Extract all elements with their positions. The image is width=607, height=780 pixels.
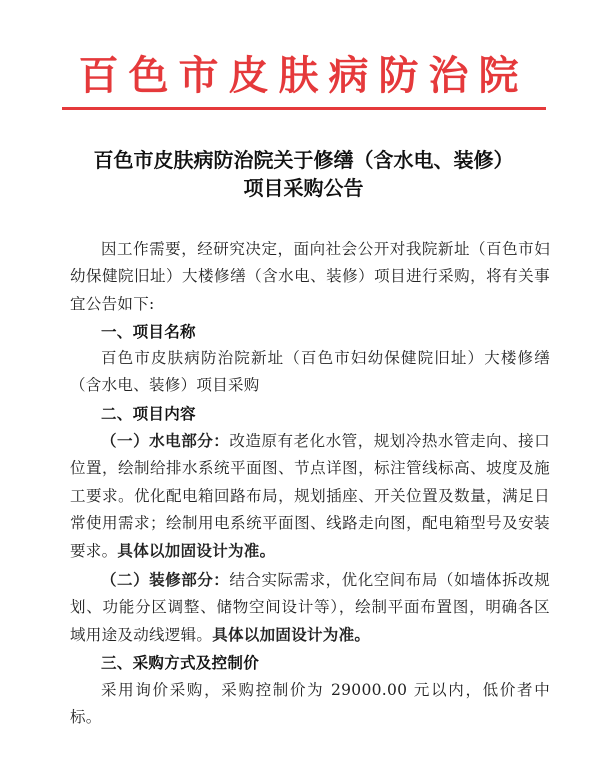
- part1-label: （一）水电部分：: [101, 431, 230, 451]
- letterhead-red-rule: [62, 107, 546, 110]
- part2-text: 结合实际需求，优化空间布局（如墙体拆改规划、功能分区调整、储物空间设计等），绘制平面布置图，明确各区域用途及动线逻辑。: [70, 570, 550, 645]
- document-title-line1: 百色市皮肤病防治院关于修缮（含水电、装修）: [93, 148, 514, 172]
- section3-heading: 三、采购方式及控制价: [101, 653, 260, 673]
- document-title-line2: 项目采购公告: [243, 176, 364, 200]
- section2-part1-paragraph: [70, 427, 550, 565]
- part1-text: 改造原有老化水管，规划冷热水管走向、接口位置，绘制给排水系统平面图、节点详图，标注管线标高、坡度及施工要求。优化配电箱回路布局，规划插座、开关位置及数量，满足日常使用需求；绘制用电系统平面图、线路走向图，配电箱型号及安装要求。: [70, 432, 550, 561]
- section2-part2-paragraph: [70, 566, 550, 650]
- section1-text: 百色市皮肤病防治院新址（百色市妇幼保健院旧址）大楼修缮（含水电、装修）项目采购: [70, 349, 550, 395]
- document-title: [40, 146, 567, 202]
- document-body: [70, 236, 550, 731]
- part1-emphasis: 具体以加固设计为准。: [117, 541, 276, 561]
- part2-emphasis: 具体以加固设计为准。: [212, 625, 371, 645]
- section1-heading: 一、项目名称: [101, 321, 196, 341]
- part2-label: （二）装修部分：: [101, 569, 230, 589]
- letterhead-org-name: 百色市皮肤病防治院: [78, 52, 529, 99]
- intro-paragraph: 因工作需要，经研究决定，面向社会公开对我院新址（百色市妇幼保健院旧址）大楼修缮（含水电、装修）项目进行采购，将有关事宜公告如下:: [70, 240, 550, 313]
- section3-text: 采用询价采购，采购控制价为 29000.00 元以内，低价者中标。: [70, 680, 550, 727]
- section2-heading: 二、项目内容: [101, 403, 196, 423]
